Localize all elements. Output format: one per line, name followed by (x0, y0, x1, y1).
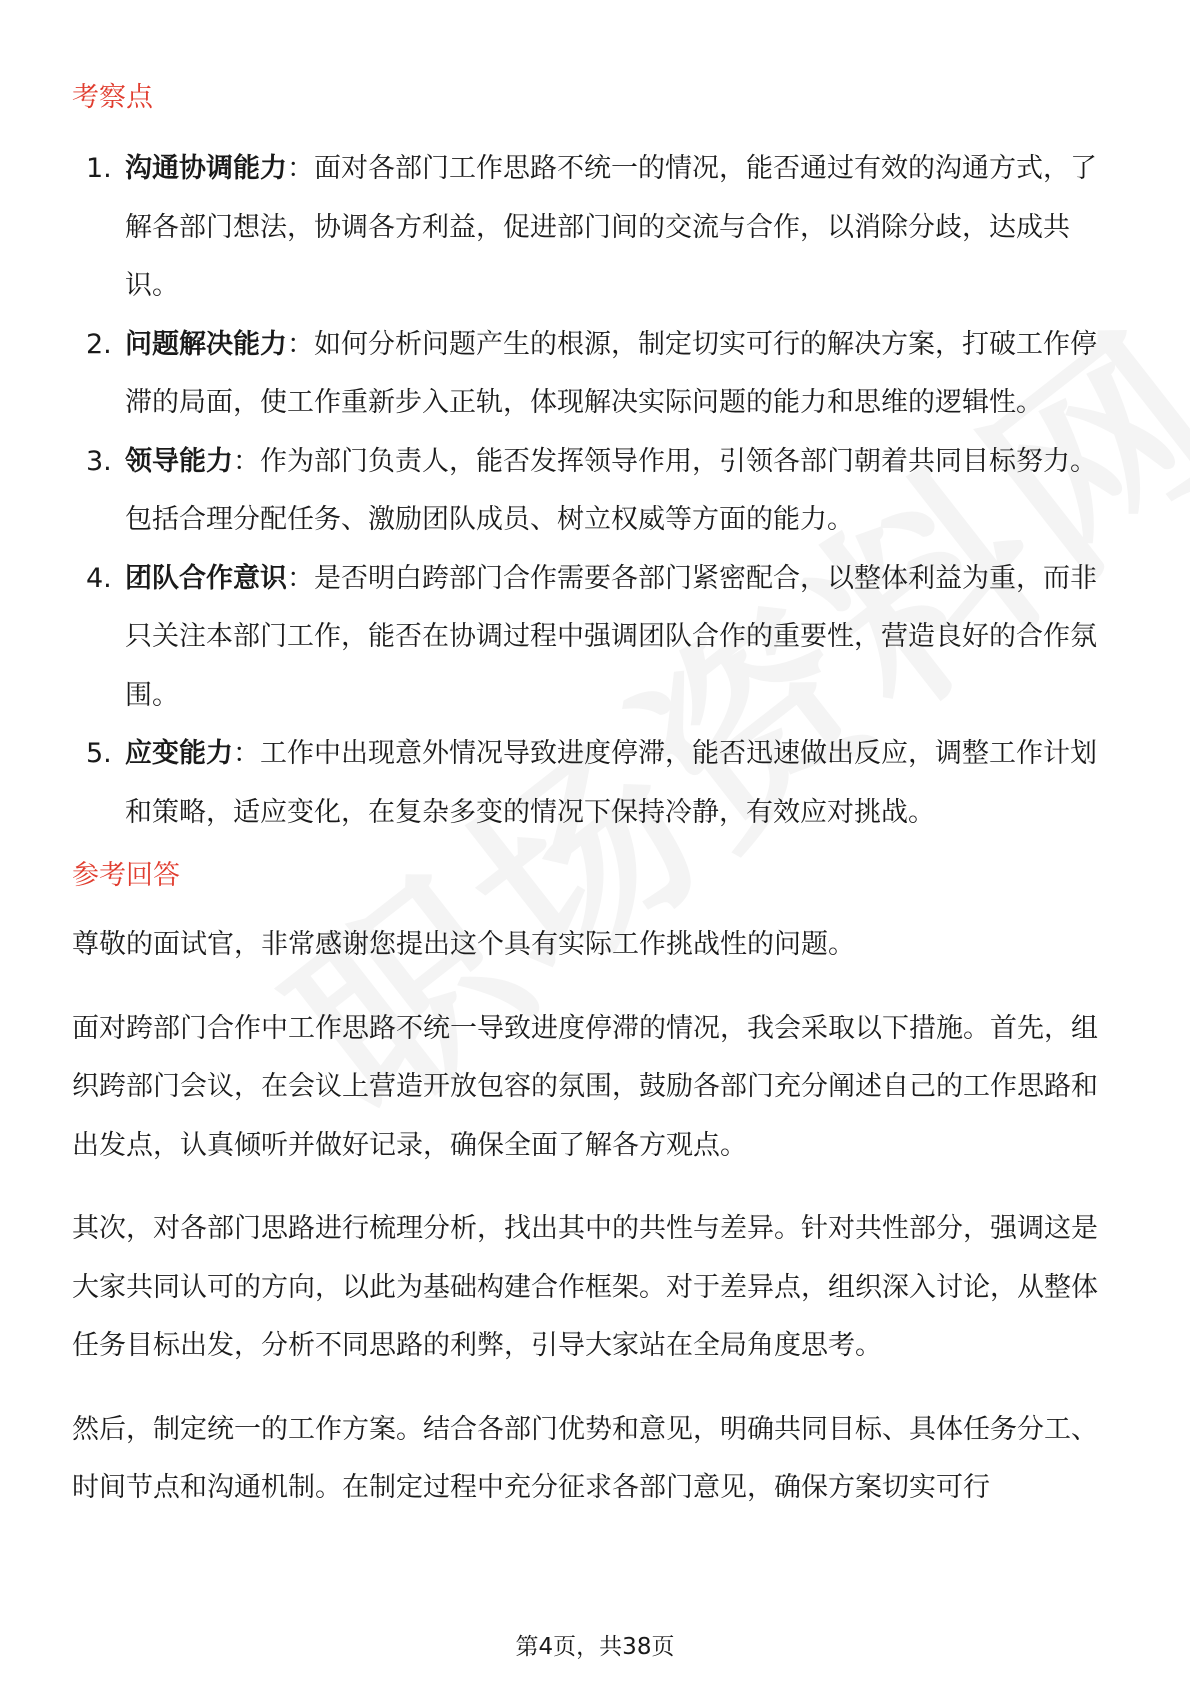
list-item-number: 4. (86, 562, 112, 594)
section-title-answer: 参考回答 (72, 860, 180, 891)
answer-paragraph: 尊敬的面试官，非常感谢您提出这个具有实际工作挑战性的问题。 (72, 929, 855, 960)
list-item-text: 是否明白跨部门合作需要各部门紧密配合，以整体利益为重，而非只关注本部门工作，能否在协调过程中强调团队合作的重要性，营造良好的合作氛围。 (125, 562, 1097, 711)
answer-paragraph: 面对跨部门合作中工作思路不统一导致进度停滞的情况，我会采取以下措施。首先，组织跨部门会议，在会议上营造开放包容的氛围，鼓励各部门充分阐述自己的工作思路和出发点，认真倾听并做好记录，确保全面了解各方观点。 (72, 1012, 1098, 1161)
list-item-title: 团队合作意识 (125, 562, 287, 594)
list-item (72, 725, 1118, 842)
page-content (72, 78, 1118, 1518)
list-item-title: 领导能力 (125, 445, 233, 477)
list-item-separator: ： (233, 445, 260, 477)
list-item-title: 沟通协调能力 (125, 153, 287, 184)
list-item-text: 如何分析问题产生的根源，制定切实可行的解决方案，打破工作停滞的局面，使工作重新步入正轨，体现解决实际问题的能力和思维的逻辑性。 (125, 328, 1097, 418)
list-item-title: 应变能力 (125, 738, 233, 769)
list-item-number: 1. (86, 153, 112, 184)
list-item-number: 2. (86, 328, 112, 360)
list-item (72, 316, 1118, 433)
list-item-title: 问题解决能力 (125, 328, 287, 360)
points-list (72, 140, 1118, 842)
list-item-text: 作为部门负责人，能否发挥领导作用，引领各部门朝着共同目标努力。包括合理分配任务、激励团队成员、树立权威等方面的能力。 (125, 445, 1097, 535)
list-item (72, 433, 1118, 550)
list-item-separator: ： (233, 738, 260, 769)
list-item-separator: ： (287, 328, 314, 360)
list-item-separator: ： (287, 562, 314, 594)
list-item (72, 140, 1118, 316)
page-number: 第4页，共38页 (515, 1634, 675, 1660)
list-item (72, 550, 1118, 726)
answer-paragraph: 其次，对各部门思路进行梳理分析，找出其中的共性与差异。针对共性部分，强调这是大家共同认可的方向，以此为基础构建合作框架。对于差异点，组织深入讨论，从整体任务目标出发，分析不同思路的利弊，引导大家站在全局角度思考。 (72, 1213, 1098, 1361)
answer-paragraph: 然后，制定统一的工作方案。结合各部门优势和意见，明确共同目标、具体任务分工、时间节点和沟通机制。在制定过程中充分征求各部门意见，确保方案切实可行 (72, 1413, 1098, 1503)
section-title-points: 考察点 (72, 82, 153, 113)
list-item-text: 工作中出现意外情况导致进度停滞，能否迅速做出反应，调整工作计划和策略，适应变化，在复杂多变的情况下保持冷静，有效应对挑战。 (125, 738, 1097, 828)
list-item-number: 5. (86, 738, 112, 769)
list-item-number: 3. (86, 445, 112, 477)
list-item-text: 面对各部门工作思路不统一的情况，能否通过有效的沟通方式，了解各部门想法，协调各方利益，促进部门间的交流与合作，以消除分歧，达成共识。 (125, 153, 1097, 301)
list-item-separator: ： (287, 153, 314, 184)
